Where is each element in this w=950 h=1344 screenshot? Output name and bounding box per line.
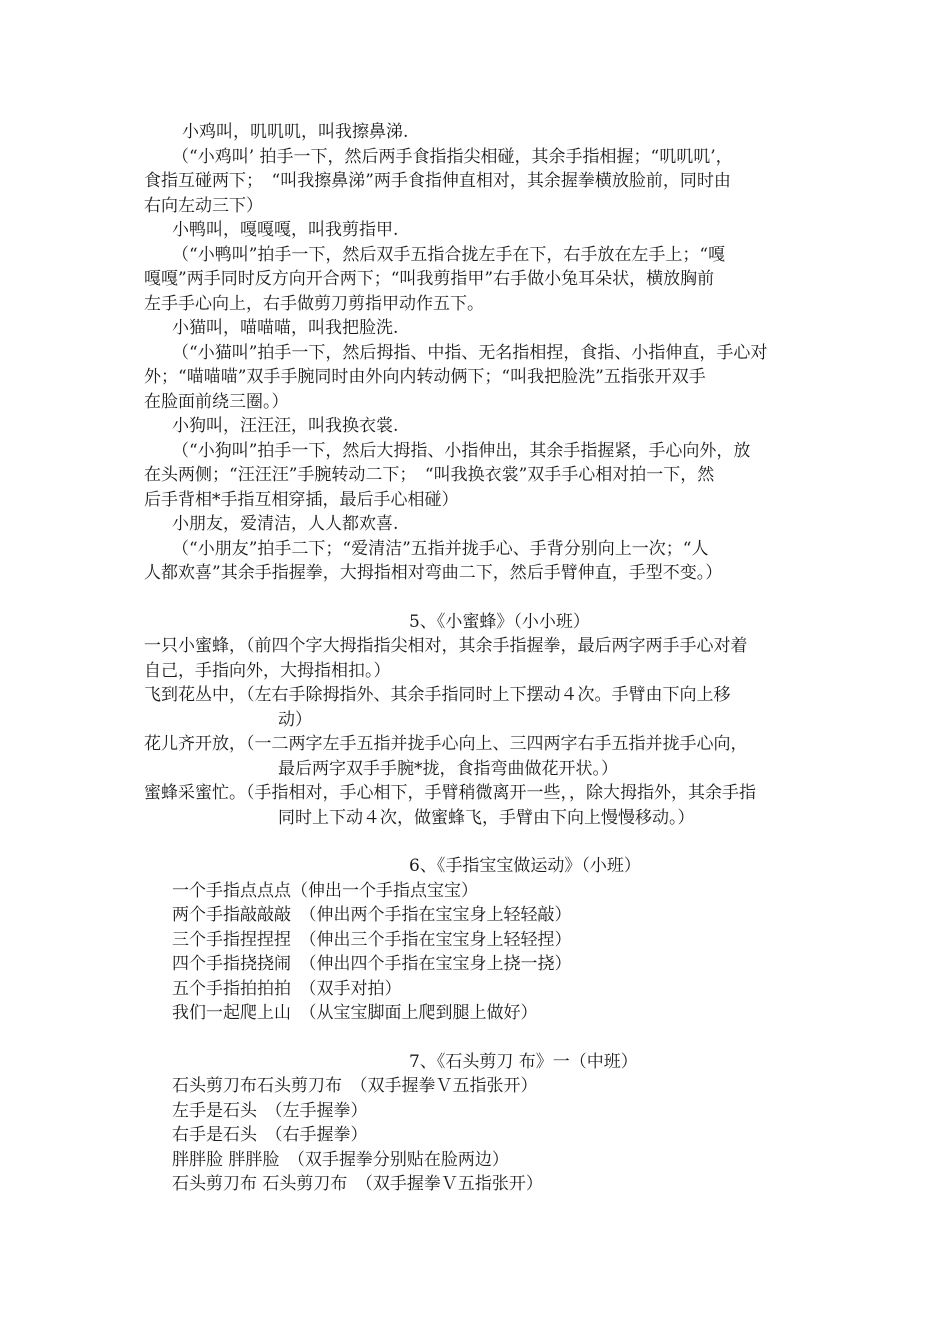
- text-line: 两个手指敲敲敲 （伸出两个手指在宝宝身上轻轻敲）: [172, 905, 572, 925]
- text-line: 石头剪刀布石头剪刀布 （双手握拳Ｖ五指张开）: [172, 1076, 538, 1096]
- text-line: 左手是石头 （左手握拳）: [172, 1100, 368, 1121]
- text-line: 同时上下动４次，做蜜蜂飞，手臂由下向上慢慢移动。）: [278, 807, 695, 828]
- text-line: 一只小蜜蜂，（前四个字大拇指指尖相对，其余手指握拳，最后两字两手手心对着: [144, 636, 748, 656]
- text-line: 四个手指挠挠闹 （伸出四个手指在宝宝身上挠一挠）: [172, 954, 572, 974]
- text-line: （“小猫叫”拍手一下，然后拇指、中指、无名指相捏，食指、小指伸直，手心对: [172, 342, 768, 363]
- text-line: 在脸面前绕三圈。）: [144, 391, 289, 412]
- text-line: 我们一起爬上山 （从宝宝脚面上爬到腿上做好）: [172, 1003, 538, 1023]
- text-line: 外；“喵喵喵”双手手腕同时由外向内转动俩下；“叫我把脸洗”五指张开双手: [144, 367, 706, 387]
- text-line: （“小狗叫”拍手一下，然后大拇指、小指伸出，其余手指握紧，手心向外，放: [172, 440, 751, 461]
- text-line: 右向左动三下）: [144, 195, 263, 216]
- text-line: 食指互碰两下； “叫我擦鼻涕”两手食指伸直相对，其余握拳横放脸前，同时由: [144, 171, 731, 191]
- text-line: 小鸡叫，叽叽叽，叫我擦鼻涕.: [182, 122, 409, 142]
- text-line: 花儿齐开放，（一二两字左手五指并拢手心向上、三四两字右手五指并拢手心向，: [144, 734, 748, 754]
- text-line: 小狗叫，汪汪汪，叫我换衣裳.: [172, 416, 399, 436]
- text-line: 自己，手指向外，大拇指相扣。）: [144, 660, 391, 681]
- text-line: 三个手指捏捏捏 （伸出三个手指在宝宝身上轻轻捏）: [172, 929, 572, 950]
- text-line: 一个手指点点点（伸出一个手指点宝宝）: [172, 880, 478, 901]
- text-line: 胖胖脸 胖胖脸 （双手握拳分别贴在脸两边）: [172, 1149, 509, 1170]
- text-line: （“小鸭叫”拍手一下，然后双手五指合拢左手在下，右手放在左手上；“嘎: [172, 244, 726, 265]
- text-line: （“小鸡叫’ 拍手一下，然后两手食指指尖相碰，其余手指相握；“叽叽叽’，: [172, 146, 733, 167]
- text-line: 后手背相*手指互相穿插，最后手心相碰）: [144, 489, 459, 510]
- text-line: 五个手指拍拍拍 （双手对拍）: [172, 978, 402, 999]
- text-line: 蜜蜂采蜜忙。（手指相对，手心相下，手臂稍微离开一些，，除大拇指外，其余手指: [144, 783, 756, 803]
- rhyme-6-block: [144, 879, 814, 1026]
- rhyme-7-block: [144, 1074, 814, 1197]
- text-line: 石头剪刀布 石头剪刀布 （双手握拳Ｖ五指张开）: [172, 1174, 543, 1194]
- rhyme-5-title: 5、《小蜜蜂》（小小班）: [409, 611, 590, 632]
- text-line: 小鸭叫，嘎嘎嘎，叫我剪指甲.: [172, 220, 399, 240]
- text-line: 飞到花丛中，（左右手除拇指外、其余手指同时上下摆动４次。手臂由下向上移: [144, 685, 731, 705]
- text-line: 小猫叫，喵喵喵，叫我把脸洗.: [172, 318, 399, 338]
- text-line: 动）: [278, 709, 312, 730]
- text-line: 嘎嘎”两手同时反方向开合两下；“叫我剪指甲”右手做小兔耳朵状，横放胸前: [144, 269, 715, 289]
- rhyme-7-title: 7、《石头剪刀 布》一（中班）: [409, 1051, 638, 1072]
- text-line: 最后两字双手手腕*拢，食指弯曲做花开状。）: [278, 758, 618, 779]
- text-line: 人都欢喜”其余手指握拳，大拇指相对弯曲二下，然后手臂伸直，手型不变。）: [144, 563, 723, 583]
- rhyme-6-title: 6、《手指宝宝做运动》（小班）: [409, 856, 641, 876]
- text-line: 在头两侧；“汪汪汪”手腕转动二下； “叫我换衣裳”双手手心相对拍一下，然: [144, 465, 715, 485]
- text-line: （“小朋友”拍手二下；“爱清洁”五指并拢手心、手背分别向上一次；“人: [172, 538, 709, 559]
- rhyme-4-block: [144, 120, 814, 586]
- text-line: 小朋友，爱清洁，人人都欢喜.: [172, 514, 399, 534]
- document-content: [144, 120, 814, 1197]
- text-line: 右手是石头 （右手握拳）: [172, 1125, 368, 1145]
- text-line: 左手手心向上，右手做剪刀剪指甲动作五下。: [144, 293, 484, 314]
- rhyme-5-block: [144, 634, 814, 830]
